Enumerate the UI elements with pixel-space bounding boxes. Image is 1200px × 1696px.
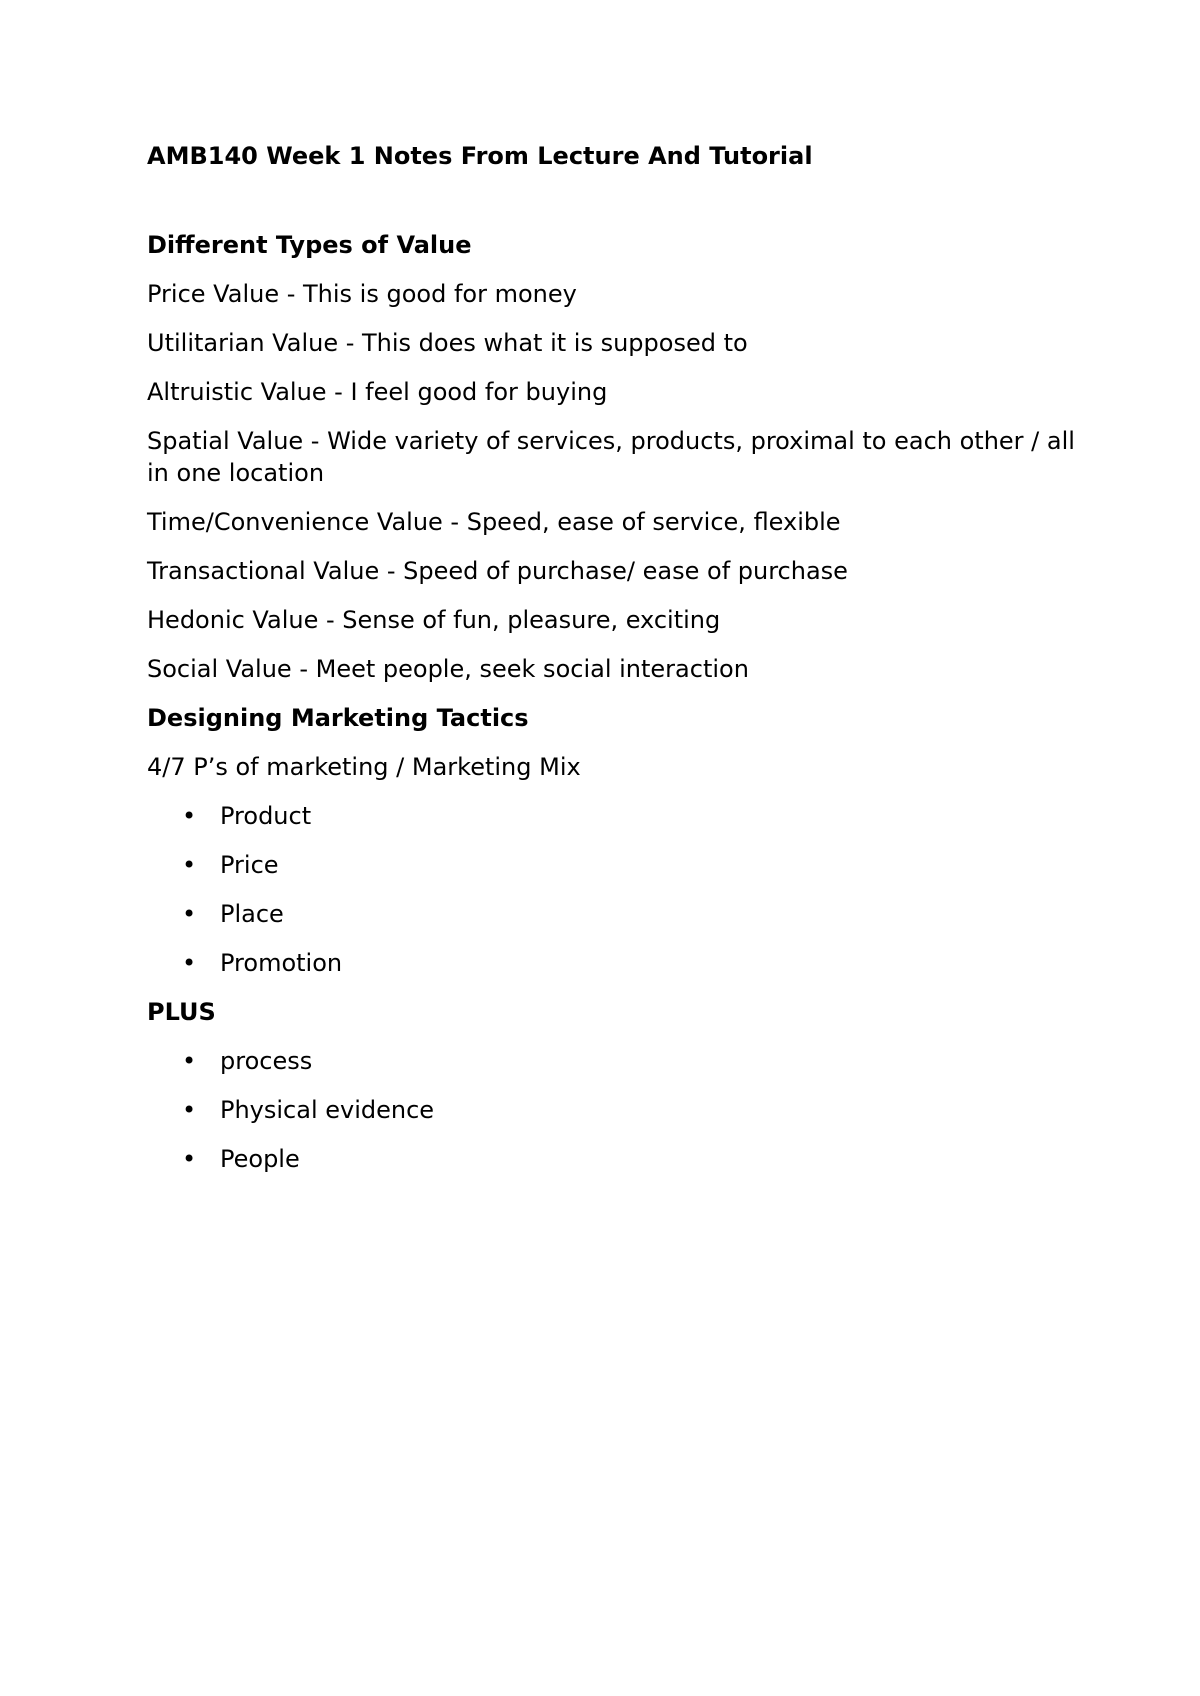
- value-item-transactional: Transactional Value - Speed of purchase/ ease of purchase: [147, 557, 848, 585]
- value-item-social: Social Value - Meet people, seek social interaction: [147, 655, 749, 683]
- value-item-price: Price Value - This is good for money: [147, 280, 577, 308]
- document-body: [147, 140, 1077, 1192]
- bullet-icon: •: [182, 949, 197, 977]
- four-ps-list: [147, 800, 1077, 979]
- bullet-icon: •: [182, 900, 197, 928]
- value-item-hedonic: Hedonic Value - Sense of fun, pleasure, exciting: [147, 606, 721, 634]
- list-item-label: Product: [220, 802, 312, 830]
- list-item: [147, 1045, 1077, 1077]
- bullet-icon: •: [182, 802, 197, 830]
- list-item: [147, 1094, 1077, 1126]
- document-title: AMB140 Week 1 Notes From Lecture And Tutorial: [147, 142, 813, 170]
- list-item-label: Place: [220, 900, 284, 928]
- bullet-icon: •: [182, 1096, 197, 1124]
- section-heading-marketing-tactics: Designing Marketing Tactics: [147, 704, 529, 732]
- list-item: [147, 947, 1077, 979]
- bullet-icon: •: [182, 1145, 197, 1173]
- bullet-icon: •: [182, 851, 197, 879]
- list-item-label: process: [220, 1047, 313, 1075]
- plus-heading: PLUS: [147, 998, 216, 1026]
- bullet-icon: •: [182, 1047, 197, 1075]
- list-item: [147, 800, 1077, 832]
- list-item: [147, 1143, 1077, 1175]
- marketing-mix-intro: 4/7 P’s of marketing / Marketing Mix: [147, 753, 581, 781]
- list-item: [147, 849, 1077, 881]
- value-item-utilitarian: Utilitarian Value - This does what it is supposed to: [147, 329, 748, 357]
- list-item-label: People: [220, 1145, 300, 1173]
- section-heading-value-types: Different Types of Value: [147, 231, 472, 259]
- value-item-altruistic: Altruistic Value - I feel good for buying: [147, 378, 608, 406]
- list-item: [147, 898, 1077, 930]
- list-item-label: Price: [220, 851, 279, 879]
- list-item-label: Promotion: [220, 949, 343, 977]
- list-item-label: Physical evidence: [220, 1096, 435, 1124]
- plus-list: [147, 1045, 1077, 1175]
- value-item-spatial: Spatial Value - Wide variety of services, products, proximal to each other / all in one location: [147, 427, 1075, 487]
- value-item-time-convenience: Time/Convenience Value - Speed, ease of service, flexible: [147, 508, 841, 536]
